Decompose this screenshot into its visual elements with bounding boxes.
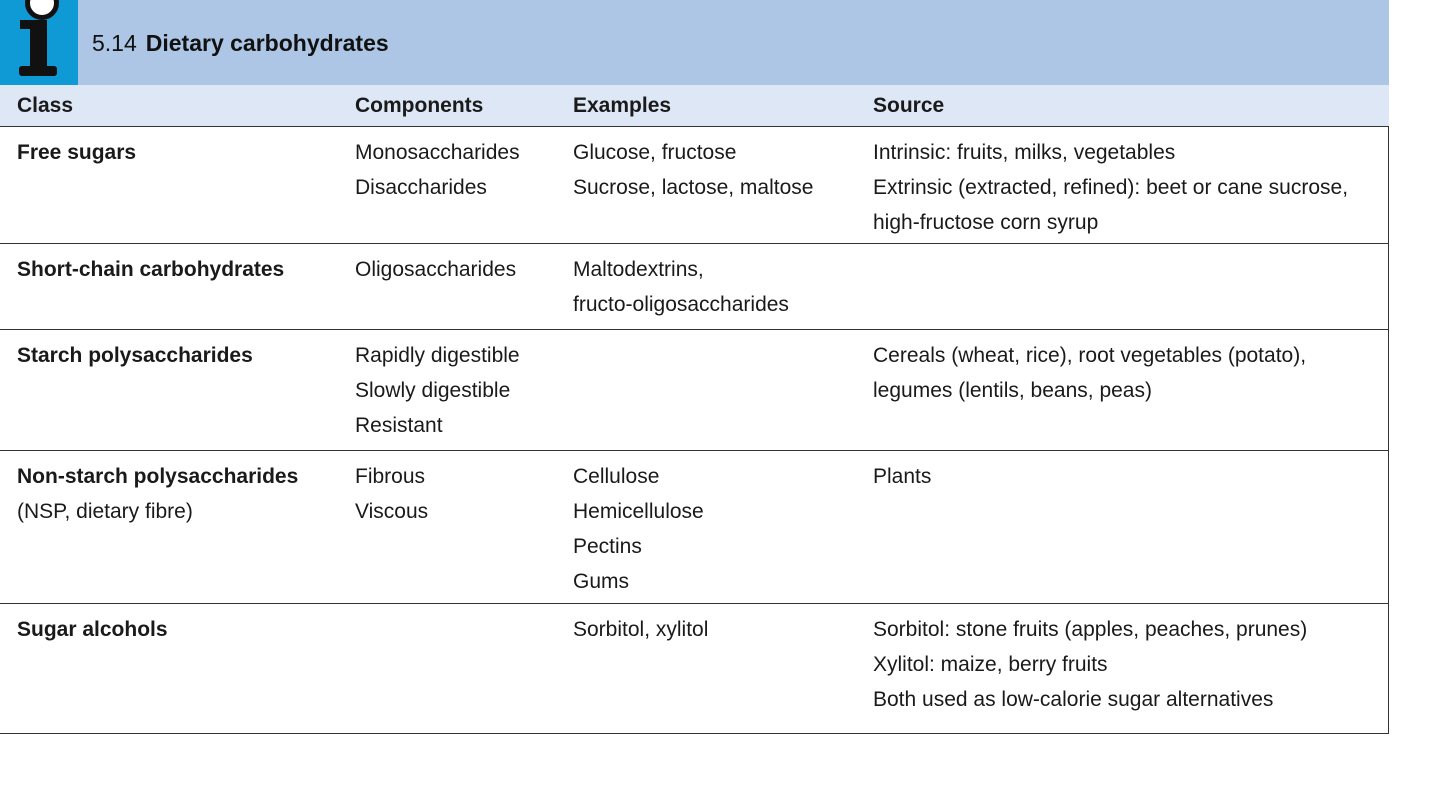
- source-cell: [873, 459, 931, 494]
- examples-cell: [573, 252, 789, 322]
- example-item: Hemicellulose: [573, 500, 704, 523]
- example-item: Sucrose, lactose, maltose: [573, 176, 814, 199]
- header-source: Source: [873, 94, 945, 117]
- component-item: Resistant: [355, 414, 443, 437]
- example-item: Maltodextrins,: [573, 258, 704, 281]
- class-cell: [17, 252, 284, 287]
- class-subtitle: (NSP, dietary fibre): [17, 500, 193, 523]
- example-item: Pectins: [573, 535, 642, 558]
- panel-title-text: Dietary carbohydrates: [145, 30, 389, 56]
- component-item: Disaccharides: [355, 176, 487, 199]
- component-item: Fibrous: [355, 465, 426, 488]
- source-item: legumes (lentils, beans, peas): [873, 379, 1152, 402]
- class-cell: [17, 338, 253, 373]
- source-item: Plants: [873, 465, 932, 488]
- components-cell: [355, 252, 516, 287]
- class-cell: [17, 459, 298, 529]
- example-item: Cellulose: [573, 465, 660, 488]
- component-item: Monosaccharides: [355, 141, 520, 164]
- source-item: Both used as low-calorie sugar alternatives: [873, 688, 1274, 711]
- source-cell: [873, 338, 1306, 408]
- class-name: Non-starch polysaccharides: [17, 465, 299, 488]
- examples-cell: [573, 135, 813, 205]
- header-class: Class: [17, 94, 74, 117]
- source-item: Intrinsic: fruits, milks, vegetables: [873, 141, 1176, 164]
- class-cell: [17, 135, 136, 170]
- table-row: [0, 330, 1389, 451]
- component-item: Rapidly digestible: [355, 344, 520, 367]
- components-cell: [355, 459, 428, 529]
- class-name: Sugar alcohols: [17, 618, 168, 641]
- table-row: [0, 604, 1389, 734]
- info-icon: [0, 0, 78, 85]
- components-cell: [355, 135, 520, 205]
- title-bar: [0, 0, 1389, 85]
- source-item: Cereals (wheat, rice), root vegetables (potato),: [873, 344, 1307, 367]
- example-item: Sorbitol, xylitol: [573, 618, 709, 641]
- example-item: Gums: [573, 570, 630, 593]
- component-item: Oligosaccharides: [355, 258, 517, 281]
- source-cell: [873, 135, 1348, 240]
- table-row: [0, 127, 1389, 244]
- examples-cell: [573, 459, 704, 599]
- header-components: Components: [355, 94, 484, 117]
- component-item: Slowly digestible: [355, 379, 511, 402]
- component-item: Viscous: [355, 500, 429, 523]
- panel-title: [92, 30, 389, 57]
- example-item: fructo-oligosaccharides: [573, 293, 789, 316]
- source-item: Extrinsic (extracted, refined): beet or cane sucrose,: [873, 176, 1349, 199]
- table-header: [0, 85, 1389, 127]
- table-row: [0, 244, 1389, 330]
- class-name: Free sugars: [17, 141, 137, 164]
- panel-number: 5.14: [92, 30, 137, 56]
- class-name: Starch polysaccharides: [17, 344, 253, 367]
- header-examples: Examples: [573, 94, 672, 117]
- examples-cell: [573, 612, 708, 647]
- example-item: Glucose, fructose: [573, 141, 737, 164]
- class-cell: [17, 612, 168, 647]
- table-row: [0, 451, 1389, 604]
- source-cell: [873, 612, 1307, 717]
- source-item: Xylitol: maize, berry fruits: [873, 653, 1108, 676]
- source-item: high-fructose corn syrup: [873, 211, 1099, 234]
- source-item: Sorbitol: stone fruits (apples, peaches, prunes): [873, 618, 1308, 641]
- class-name: Short-chain carbohydrates: [17, 258, 285, 281]
- components-cell: [355, 338, 520, 443]
